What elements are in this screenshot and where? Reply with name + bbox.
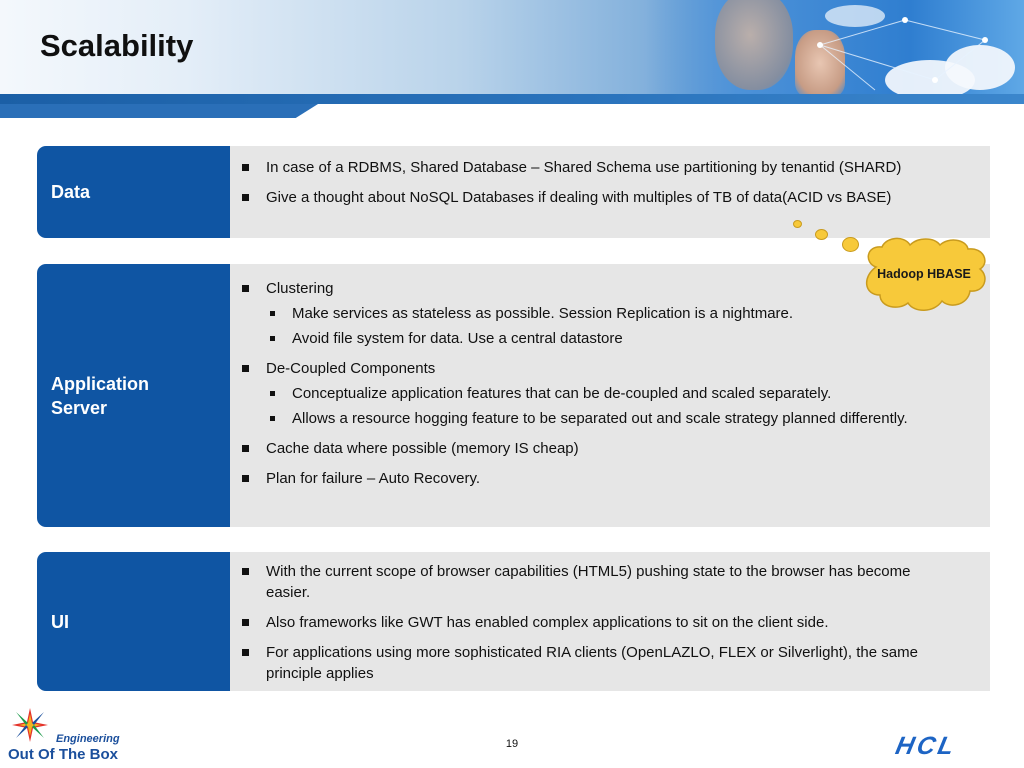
callout-tail-bubble [842, 237, 859, 252]
square-bullet-icon [242, 194, 249, 201]
network-lines-graphic [645, 0, 1024, 96]
square-bullet-icon [242, 164, 249, 171]
section-content [230, 552, 990, 691]
sub-bullet-text: Make services as stateless as possible. Session Replication is a nightmare. [292, 305, 794, 322]
header-photo [645, 0, 1024, 96]
bullet-text: Clustering [266, 280, 334, 297]
bullet-item [230, 278, 930, 349]
callout-tail-bubble [815, 229, 828, 240]
small-square-bullet-icon [270, 311, 275, 316]
section-label: Application Server [37, 264, 230, 527]
logo-text-engineering: Engineering [56, 733, 120, 745]
thought-bubble-callout [862, 237, 990, 315]
bullet-text: For applications using more sophisticated RIA clients (OpenLAZLO, FLEX or Silverlight), the same principle applies [266, 644, 918, 682]
square-bullet-icon [242, 649, 249, 656]
bullet-item [230, 358, 930, 429]
sub-bullet-text: Allows a resource hogging feature to be separated out and scale strategy planned differently. [292, 410, 908, 427]
sub-bullet-text: Conceptualize application features that can be de-coupled and scaled separately. [292, 385, 832, 402]
small-square-bullet-icon [270, 416, 275, 421]
section-label: Data [37, 146, 230, 238]
sub-bullet-text: Avoid file system for data. Use a central datastore [292, 330, 623, 347]
bullet-item [230, 438, 930, 459]
callout-text: Hadoop HBASE [877, 267, 971, 281]
header-tab [0, 104, 318, 118]
slide-title: Scalability [40, 28, 194, 63]
section-data [37, 146, 990, 238]
square-bullet-icon [242, 365, 249, 372]
bullet-item [230, 468, 930, 489]
section-application-server [37, 264, 990, 527]
bullet-text: De-Coupled Components [266, 360, 436, 377]
bullet-text: In case of a RDBMS, Shared Database – Shared Schema use partitioning by tenantid (SHARD) [266, 159, 902, 176]
bullet-item [230, 561, 940, 603]
square-bullet-icon [242, 475, 249, 482]
square-bullet-icon [242, 619, 249, 626]
section-ui [37, 552, 990, 691]
slide-header [0, 0, 1024, 118]
logo-text-out-of-the-box: Out Of The Box [8, 746, 118, 763]
bullet-text: Cache data where possible (memory IS cheap) [266, 440, 579, 457]
square-bullet-icon [242, 285, 249, 292]
page-number: 19 [505, 738, 519, 750]
section-content [230, 146, 990, 238]
bullet-item [230, 187, 970, 208]
sub-bullet-item [266, 303, 930, 324]
engineering-out-of-the-box-logo [8, 706, 120, 764]
sub-bullet-item [266, 328, 930, 349]
star-compass-icon [8, 706, 52, 744]
bullet-text: Also frameworks like GWT has enabled complex applications to sit on the client side. [266, 614, 829, 631]
sub-bullet-item [266, 383, 930, 404]
square-bullet-icon [242, 445, 249, 452]
bullet-item [230, 157, 970, 178]
small-square-bullet-icon [270, 391, 275, 396]
header-bar [0, 94, 1024, 104]
section-label: UI [37, 552, 230, 691]
sub-bullet-item [266, 408, 922, 429]
bullet-item [230, 642, 940, 684]
bullet-item [230, 612, 940, 633]
square-bullet-icon [242, 568, 249, 575]
hcl-logo: HCL [893, 732, 960, 760]
bullet-text: With the current scope of browser capabilities (HTML5) pushing state to the browser has become easier. [266, 563, 911, 601]
callout-tail-bubble [793, 220, 802, 228]
bullet-text: Plan for failure – Auto Recovery. [266, 470, 480, 487]
bullet-text: Give a thought about NoSQL Databases if dealing with multiples of TB of data(ACID vs BASE) [266, 189, 892, 206]
small-square-bullet-icon [270, 336, 275, 341]
